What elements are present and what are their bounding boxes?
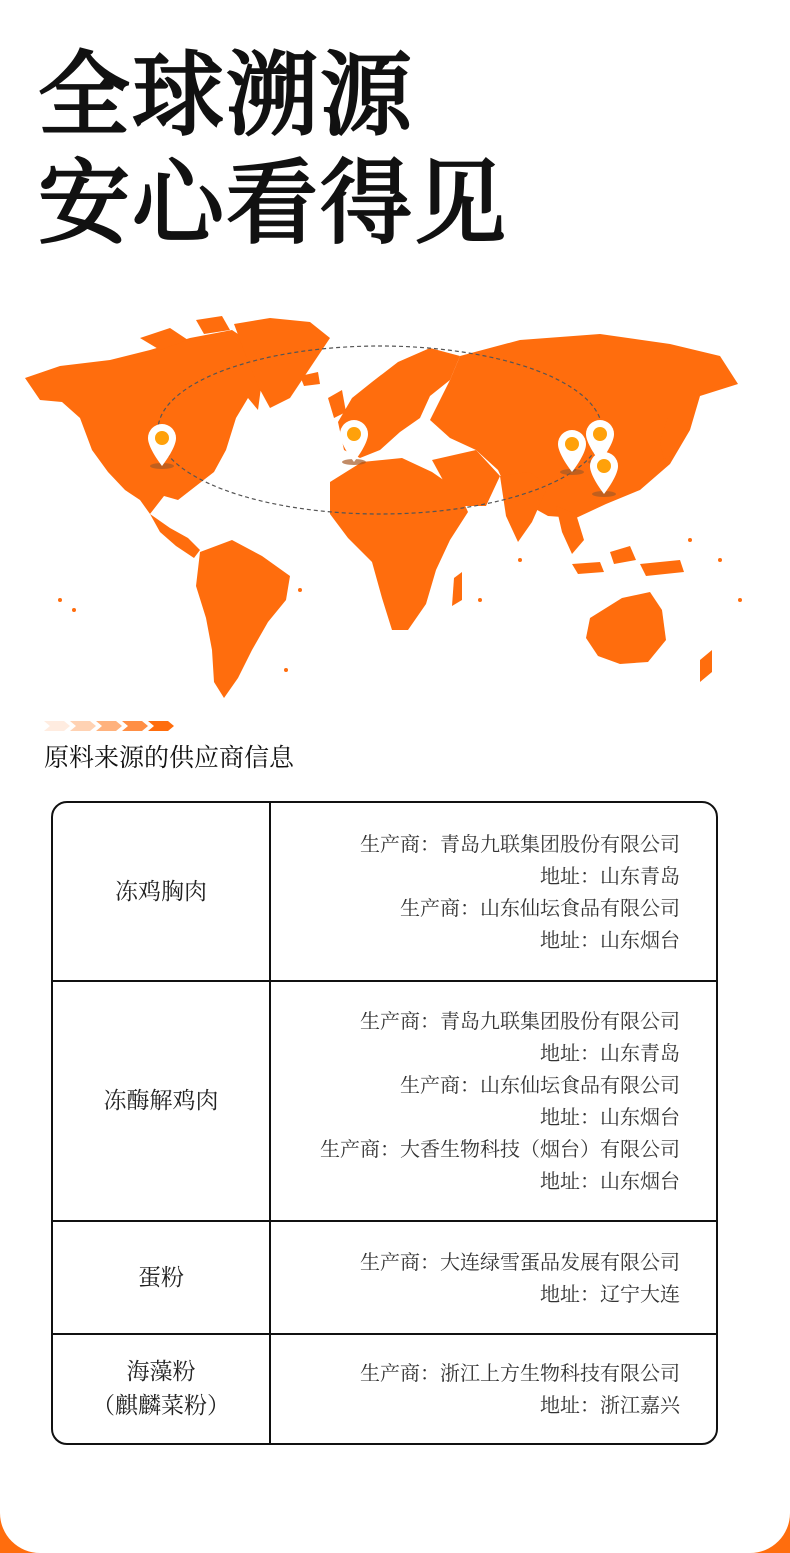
decorative-arrows-icon xyxy=(44,719,174,733)
ingredient-name: 冻酶解鸡肉 xyxy=(103,1088,219,1114)
address-line: 地址：山东青岛 xyxy=(540,1041,680,1065)
ingredient-name: 海藻粉 xyxy=(126,1359,196,1385)
orange-corner-decoration xyxy=(750,1500,790,1553)
address-line: 地址：浙江嘉兴 xyxy=(540,1393,680,1417)
supplier-line: 生产商：青岛九联集团股份有限公司 xyxy=(360,831,680,856)
headline-line-2: 安心看得见 xyxy=(38,150,509,257)
title-block xyxy=(38,42,508,258)
supplier-line: 生产商：青岛九联集团股份有限公司 xyxy=(360,1009,680,1033)
ingredient-name: 冻鸡胸肉 xyxy=(115,878,207,905)
table-row xyxy=(53,982,716,1222)
supplier-line: 生产商：大连绿雪蛋品发展有限公司 xyxy=(360,1249,680,1274)
table-row xyxy=(53,803,716,982)
ingredient-alias: （麒麟菜粉） xyxy=(92,1393,230,1419)
orange-corner-decoration xyxy=(0,1500,40,1553)
supplier-info-heading: 原料来源的供应商信息 xyxy=(44,743,295,772)
ingredient-name-cell xyxy=(53,803,271,980)
table-row xyxy=(53,1335,716,1443)
address-line: 地址：山东烟台 xyxy=(540,1169,680,1193)
address-line: 地址：辽宁大连 xyxy=(540,1281,680,1306)
world-map-icon xyxy=(0,300,790,720)
supplier-line: 生产商：山东仙坛食品有限公司 xyxy=(400,1073,680,1097)
ingredient-name: 蛋粉 xyxy=(138,1264,184,1291)
address-line: 地址：山东烟台 xyxy=(540,1105,680,1129)
supplier-info-cell xyxy=(271,1335,716,1443)
supplier-info-cell xyxy=(271,803,716,980)
headline-line-1: 全球溯源 xyxy=(38,42,415,149)
ingredient-name-cell xyxy=(53,1222,271,1333)
supplier-line: 生产商：山东仙坛食品有限公司 xyxy=(400,895,680,920)
address-line: 地址：山东烟台 xyxy=(540,927,680,952)
supplier-info-cell xyxy=(271,982,716,1220)
supplier-line: 生产商：浙江上方生物科技有限公司 xyxy=(360,1361,680,1385)
address-line: 地址：山东青岛 xyxy=(540,863,680,888)
ingredient-name-cell xyxy=(53,982,271,1220)
table-row xyxy=(53,1222,716,1335)
supplier-table xyxy=(51,801,718,1445)
supplier-line: 生产商：大香生物科技（烟台）有限公司 xyxy=(320,1137,680,1161)
location-pin-icon xyxy=(340,420,368,465)
supplier-info-cell xyxy=(271,1222,716,1333)
ingredient-name-cell xyxy=(53,1335,271,1443)
